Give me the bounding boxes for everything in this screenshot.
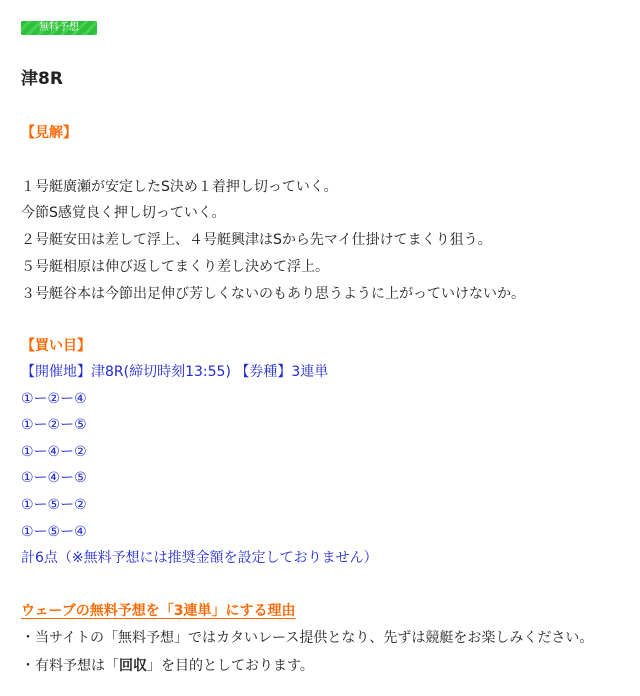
- opinion-line: ３号艇谷本は今節出足伸び芳しくないのもあり思うように上がっていけないか。: [21, 286, 525, 302]
- reason-line-emphasis: 回収: [119, 658, 147, 674]
- race-title: 津8R: [21, 69, 63, 89]
- free-prediction-badge: 無料予想: [21, 21, 97, 35]
- reason-line-prefix: ・有料予想は「: [21, 658, 119, 674]
- opinion-line: １号艇廣瀬が安定したS決め１着押し切っていく。: [21, 179, 338, 195]
- reason-heading: ウェーブの無料予想を「3連単」にする理由: [21, 603, 296, 619]
- opinion-line: ５号艇相原は伸び返してまくり差し決めて浮上。: [21, 259, 329, 275]
- reason-line-suffix: 」を目的としております。: [147, 658, 314, 674]
- bet-total: 計6点（※無料予想には推奨金額を設定しておりません）: [21, 550, 378, 566]
- bet-combo: ①ー⑤ー④: [21, 524, 87, 540]
- opinion-line: 今節S感覚良く押し切っていく。: [21, 205, 226, 221]
- bets-heading: 【買い目】: [21, 338, 91, 354]
- bet-combo: ①ー⑤ー②: [21, 497, 87, 513]
- opinion-heading: 【見解】: [21, 125, 77, 141]
- bet-info: 【開催地】津8R(締切時刻13:55) 【券種】3連単: [21, 364, 329, 380]
- bet-combo: ①ー④ー②: [21, 444, 87, 460]
- bet-combo: ①ー④ー⑤: [21, 470, 87, 486]
- bet-combo: ①ー②ー⑤: [21, 417, 87, 433]
- reason-line: [21, 655, 314, 675]
- bet-combo: ①ー②ー④: [21, 391, 87, 407]
- opinion-line: ２号艇安田は差して浮上、４号艇興津はSから先マイ仕掛けてまくり狙う。: [21, 232, 492, 248]
- reason-line: ・当サイトの「無料予想」ではカタいレース提供となり、先ずは競艇をお楽しみください。: [21, 630, 594, 646]
